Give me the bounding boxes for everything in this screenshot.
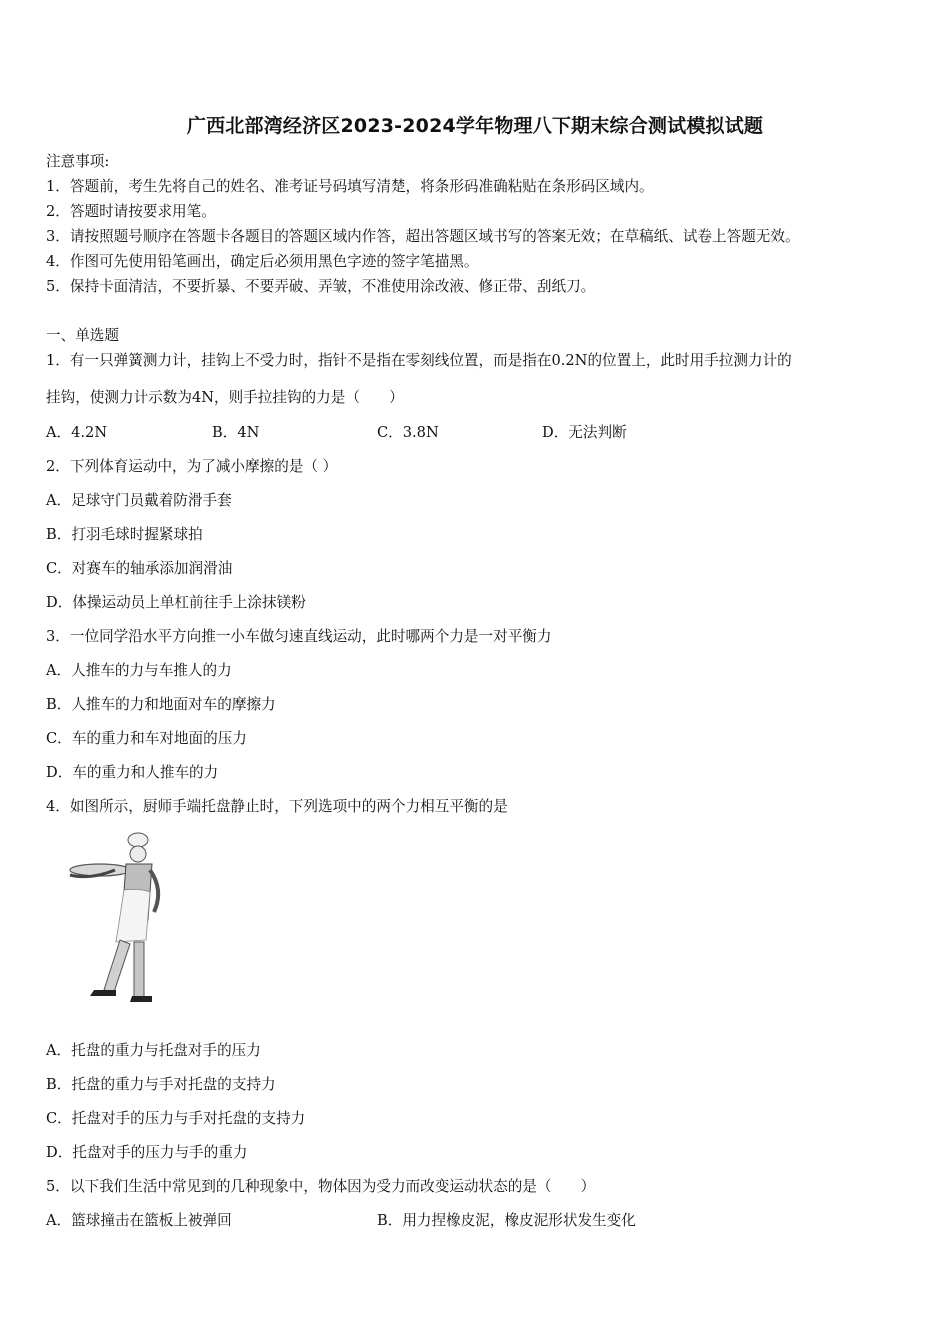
q4-option-c: C．托盘对手的压力与手对托盘的支持力 xyxy=(46,1110,306,1127)
q2-option-b: B．打羽毛球时握紧球拍 xyxy=(46,526,203,543)
chef-figure xyxy=(60,830,170,1010)
q4-option-b: B．托盘的重力与手对托盘的支持力 xyxy=(46,1076,276,1093)
q1-option-d: D．无法判断 xyxy=(542,424,627,441)
note-item: 3．请按照题号顺序在答题卡各题目的答题区域内作答，超出答题区域书写的答案无效；在草稿纸、试卷上答题无效。 xyxy=(46,228,800,245)
question-3-stem: 3．一位同学沿水平方向推一小车做匀速直线运动，此时哪两个力是一对平衡力 xyxy=(46,628,552,645)
q2-option-d: D．体操运动员上单杠前往手上涂抹镁粉 xyxy=(46,594,306,611)
q3-option-a: A．人推车的力与车推人的力 xyxy=(46,662,232,679)
q5-option-a: A．篮球撞击在篮板上被弹回 xyxy=(46,1212,232,1229)
q2-option-c: C．对赛车的轴承添加润滑油 xyxy=(46,560,233,577)
question-5-stem: 5．以下我们生活中常见到的几种现象中，物体因为受力而改变运动状态的是（ ） xyxy=(46,1178,596,1195)
question-4-stem: 4．如图所示，厨师手端托盘静止时，下列选项中的两个力相互平衡的是 xyxy=(46,798,508,815)
note-item: 4．作图可先使用铅笔画出，确定后必须用黑色字迹的签字笔描黑。 xyxy=(46,253,479,270)
note-item: 2．答题时请按要求用笔。 xyxy=(46,203,216,220)
q5-option-b: B．用力捏橡皮泥，橡皮泥形状发生变化 xyxy=(377,1212,636,1229)
page-title: 广西北部湾经济区2023-2024学年物理八下期末综合测试模拟试题 xyxy=(186,115,764,137)
q4-option-d: D．托盘对手的压力与手的重力 xyxy=(46,1144,248,1161)
q3-option-b: B．人推车的力和地面对车的摩擦力 xyxy=(46,696,276,713)
notes-header: 注意事项: xyxy=(46,153,110,170)
q4-option-a: A．托盘的重力与托盘对手的压力 xyxy=(46,1042,261,1059)
note-item: 1．答题前，考生先将自己的姓名、准考证号码填写清楚，将条形码准确粘贴在条形码区域内。 xyxy=(46,178,654,195)
question-1-stem-cont: 挂钩，使测力计示数为4N，则手拉挂钩的力是（ ） xyxy=(46,389,404,406)
q2-option-a: A．足球守门员戴着防滑手套 xyxy=(46,492,232,509)
q3-option-d: D．车的重力和人推车的力 xyxy=(46,764,219,781)
q1-option-a: A．4.2N xyxy=(46,424,108,441)
section-heading: 一、单选题 xyxy=(46,327,119,344)
note-item: 5．保持卡面清洁，不要折暴、不要弄破、弄皱，不准使用涂改液、修正带、刮纸刀。 xyxy=(46,278,596,295)
question-1-stem: 1．有一只弹簧测力计，挂钩上不受力时，指针不是指在零刻线位置，而是指在0.2N的位置上，此时用手拉测力计的 xyxy=(46,352,792,369)
q3-option-c: C．车的重力和车对地面的压力 xyxy=(46,730,247,747)
q1-option-c: C．3.8N xyxy=(377,424,439,441)
question-2-stem: 2．下列体育运动中，为了减小摩擦的是（ ） xyxy=(46,458,338,475)
q1-option-b: B．4N xyxy=(212,424,260,441)
